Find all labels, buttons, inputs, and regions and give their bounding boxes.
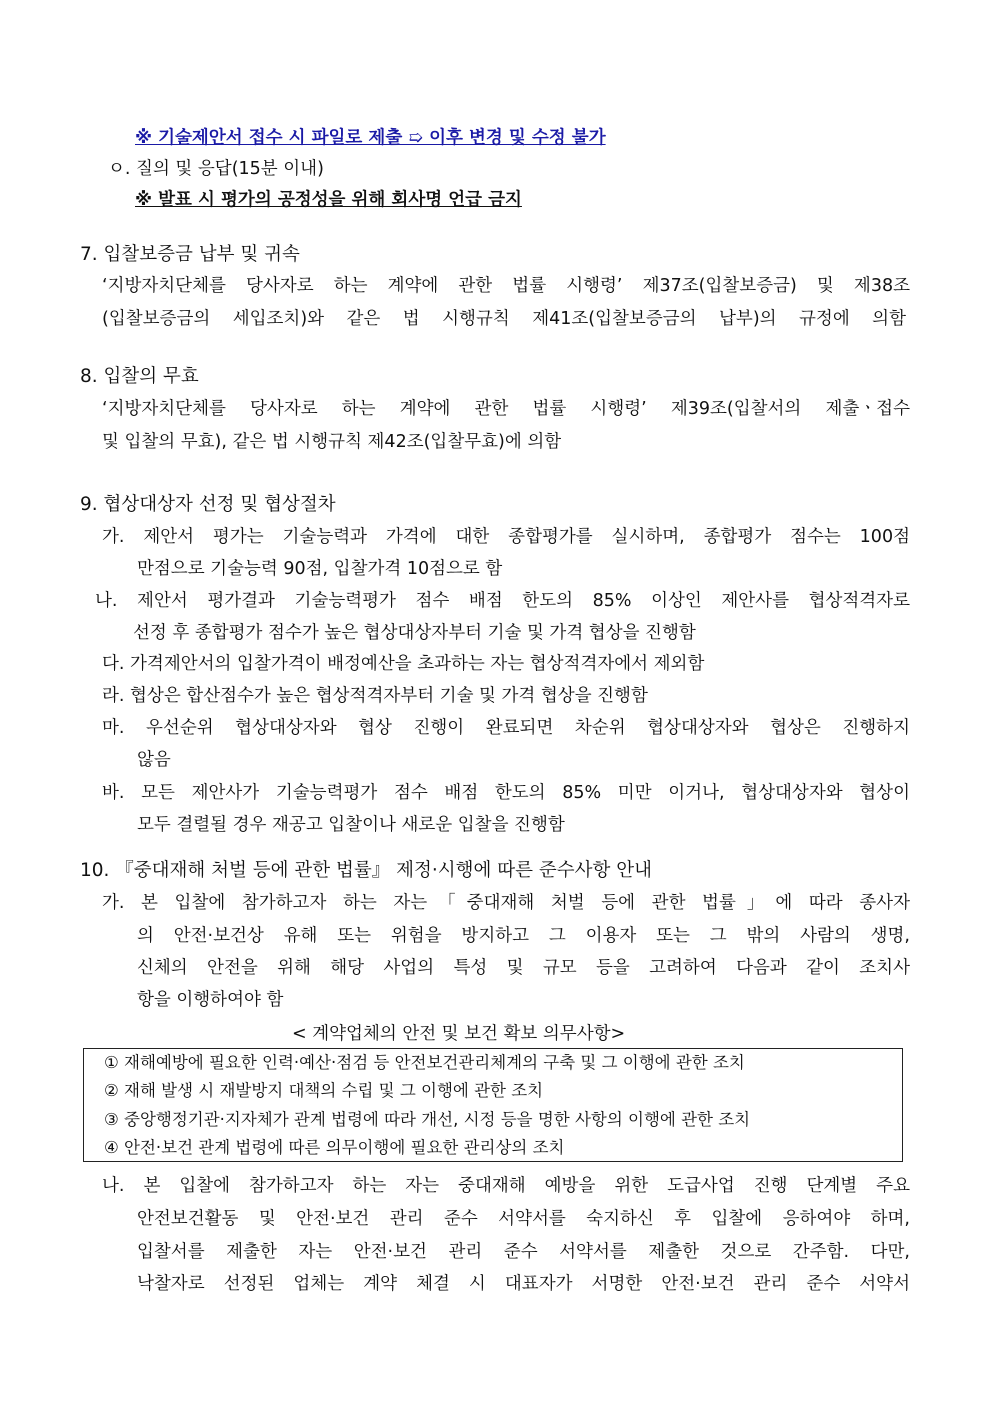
section-8-title: 8. 입찰의 무효	[80, 366, 199, 387]
section-10-na-line-3: 입찰서를 제출한 자는 안전·보건 관리 준수 서약서를 제출한 것으로 간주함. 다만,	[137, 1242, 910, 1262]
section-9-ma-line-1: 마. 우선순위 협상대상자와 협상 진행이 완료되면 차순위 협상대상자와 협상은 진행하지	[102, 718, 910, 738]
section-9-ba-line-2: 모두 결렬될 경우 재공고 입찰이나 새로운 입찰을 진행함	[137, 815, 565, 835]
section-9-ga-line-2: 만점으로 기술능력 90점, 입찰가격 10점으로 함	[137, 559, 503, 579]
section-10-na-line-4: 낙찰자로 선정된 업체는 계약 체결 시 대표자가 서명한 안전·보건 관리 준수 서약서	[137, 1274, 910, 1294]
qa-bullet: ㅇ.	[108, 159, 131, 179]
obligations-box-title: < 계약업체의 안전 및 보건 확보 의무사항>	[292, 1024, 626, 1044]
section-9-ba-line-1: 바. 모든 제안사가 기술능력평가 점수 배점 한도의 85% 미만 이거나, 협상대상자와 협상이	[102, 783, 910, 803]
qa-text: 질의 및 응답(15분 이내)	[136, 159, 324, 179]
qa-item	[108, 157, 324, 181]
obligation-item: ① 재해예방에 필요한 인력·예산·점검 등 안전보건관리체계의 구축 및 그 이행에 관한 조치	[104, 1053, 745, 1072]
obligations-box	[83, 1048, 903, 1162]
obligation-item: ② 재해 발생 시 재발방지 대책의 수립 및 그 이행에 관한 조치	[104, 1081, 544, 1100]
obligation-item: ③ 중앙행정기관·지자체가 관계 법령에 따라 개선, 시정 등을 명한 사항의 이행에 관한 조치	[104, 1110, 751, 1129]
section-7-line-1: ‘지방자치단체를 당사자로 하는 계약에 관한 법률 시행령’ 제37조(입찰보증금) 및 제38조	[102, 276, 910, 296]
section-10-na-line-1: 나. 본 입찰에 참가하고자 하는 자는 중대재해 예방을 위한 도급사업 진행 단계별 주요	[102, 1176, 910, 1196]
section-9-ma-line-2: 않음	[137, 750, 171, 770]
file-submission-note: ※ 기술제안서 접수 시 파일로 제출 ➯ 이후 변경 및 수정 불가	[135, 128, 606, 148]
section-10-na-line-2: 안전보건활동 및 안전·보건 관리 준수 서약서를 숙지하신 후 입찰에 응하여야 하며,	[137, 1209, 910, 1229]
section-10-ga-line-2: 의 안전·보건상 유해 또는 위험을 방지하고 그 이용자 또는 그 밖의 사람의 생명,	[137, 926, 910, 946]
section-9-na-line-2: 선정 후 종합평가 점수가 높은 협상대상자부터 기술 및 가격 협상을 진행함	[133, 623, 696, 643]
section-10-title: 10. 『중대재해 처벌 등에 관한 법률』 제정·시행에 따른 준수사항 안내	[80, 860, 653, 881]
section-7-title: 7. 입찰보증금 납부 및 귀속	[80, 244, 300, 265]
section-9-ga-line-1: 가. 제안서 평가는 기술능력과 가격에 대한 종합평가를 실시하며, 종합평가 점수는 100점	[102, 527, 910, 547]
section-8-line-1: ‘지방자치단체를 당사자로 하는 계약에 관한 법률 시행령’ 제39조(입찰서의 제출ㆍ접수	[102, 399, 910, 419]
section-10-ga-line-3: 신체의 안전을 위해 해당 사업의 특성 및 규모 등을 고려하여 다음과 같이 조치사	[137, 958, 910, 978]
section-8-line-2: 및 입찰의 무효), 같은 법 시행규칙 제42조(입찰무효)에 의함	[102, 432, 562, 452]
section-9-ra: 라. 협상은 합산점수가 높은 협상적격자부터 기술 및 가격 협상을 진행함	[102, 686, 648, 706]
obligation-item: ④ 안전·보건 관계 법령에 따른 의무이행에 필요한 관리상의 조치	[104, 1138, 565, 1157]
section-10-ga-line-1: 가. 본 입찰에 참가하고자 하는 자는「중대재해 처벌 등에 관한 법률」에 따라 종사자	[102, 893, 910, 913]
section-10-ga-line-4: 항을 이행하여야 함	[137, 990, 284, 1010]
company-name-note: ※ 발표 시 평가의 공정성을 위해 회사명 언급 금지	[135, 190, 522, 210]
section-7-line-2: (입찰보증금의 세입조치)와 같은 법 시행규칙 제41조(입찰보증금의 납부)의 규정에 의함	[102, 309, 906, 329]
section-9-na-line-1: 나. 제안서 평가결과 기술능력평가 점수 배점 한도의 85% 이상인 제안사를 협상적격자로	[95, 591, 910, 611]
section-9-da: 다. 가격제안서의 입찰가격이 배정예산을 초과하는 자는 협상적격자에서 제외함	[102, 654, 705, 674]
section-9-title: 9. 협상대상자 선정 및 협상절차	[80, 494, 336, 515]
